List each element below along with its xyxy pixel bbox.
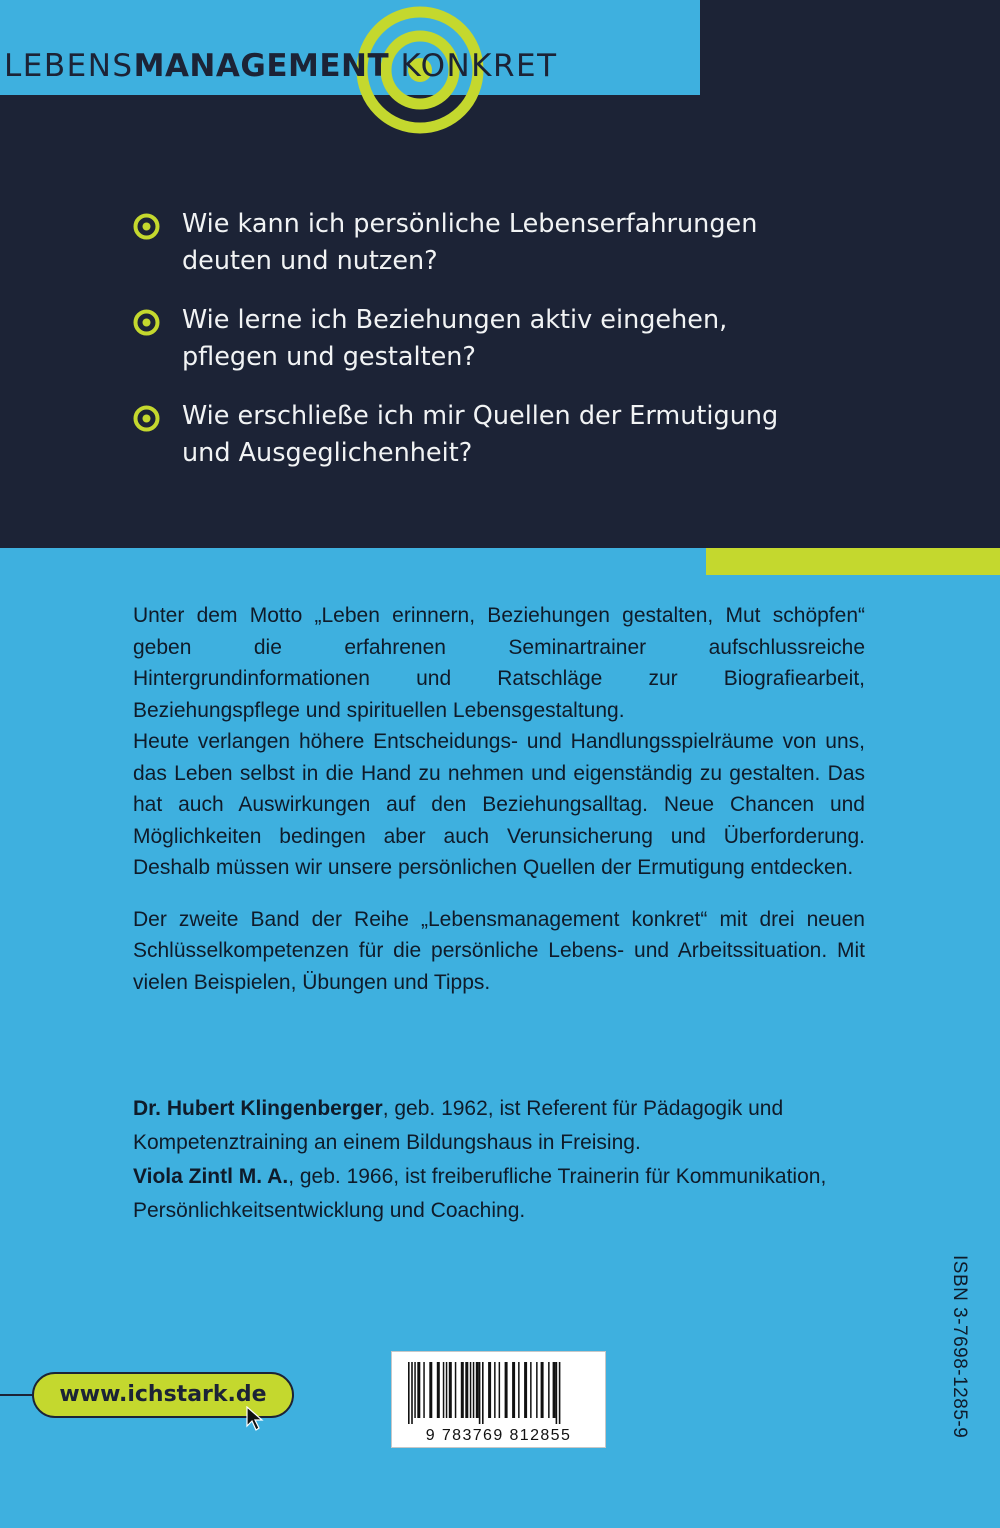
- question-list: [133, 206, 833, 494]
- barcode-bar: [499, 1362, 501, 1418]
- barcode-bar: [476, 1362, 479, 1418]
- website-connector-line: [0, 1394, 36, 1396]
- barcode-bar: [488, 1362, 491, 1418]
- question-line-2: und Ausgeglichenheit?: [182, 438, 473, 468]
- barcode-bar: [455, 1362, 457, 1418]
- question-item: [133, 206, 833, 280]
- question-line-1: Wie erschließe ich mir Quellen der Ermutigung: [182, 401, 779, 431]
- barcode-bar: [553, 1362, 556, 1418]
- author-bio: [133, 1160, 873, 1228]
- barcode-bar: [548, 1362, 550, 1418]
- barcode-bar: [512, 1362, 515, 1418]
- question-line-2: deuten und nutzen?: [182, 246, 438, 276]
- barcode: [391, 1351, 606, 1448]
- barcode-bar: [443, 1362, 445, 1418]
- author-bio: [133, 1092, 873, 1160]
- barcode-bar: [536, 1362, 538, 1418]
- barcode-bar: [449, 1362, 452, 1418]
- question-item: [133, 398, 833, 472]
- barcode-bar: [479, 1362, 481, 1424]
- barcode-bar: [518, 1362, 520, 1418]
- barcode-bars: [406, 1362, 591, 1424]
- barcode-bar: [473, 1362, 475, 1418]
- barcode-bar: [437, 1362, 440, 1418]
- lime-accent-bar: [706, 548, 1000, 575]
- barcode-bar: [461, 1362, 464, 1418]
- barcode-bar: [423, 1362, 425, 1418]
- series-title-middle: MANAGEMENT: [133, 48, 390, 84]
- barcode-bar: [417, 1362, 420, 1418]
- barcode-bar: [482, 1362, 484, 1424]
- barcode-bar: [446, 1362, 448, 1418]
- barcode-bar: [470, 1362, 472, 1418]
- question-item: [133, 302, 833, 376]
- barcode-bar: [556, 1362, 558, 1424]
- barcode-bar: [524, 1362, 527, 1418]
- author-bios: [133, 1092, 873, 1228]
- author-name: Viola Zintl M. A.: [133, 1165, 289, 1188]
- website-url: www.ichstark.de: [59, 1382, 267, 1407]
- barcode-number: 9 783769 812855: [425, 1427, 572, 1444]
- series-title: [4, 48, 558, 84]
- barcode-bar: [408, 1362, 410, 1424]
- barcode-bar: [465, 1362, 468, 1418]
- question-line-1: Wie kann ich persönliche Lebenserfahrungen: [182, 209, 758, 239]
- barcode-bar: [411, 1362, 413, 1424]
- barcode-bar: [494, 1362, 496, 1418]
- series-title-suffix: KONKRET: [389, 48, 558, 84]
- author-bio-text: , geb. 1962, ist Referent für Pädagogik und Kompetenztraining an einem Bildungshaus in Freising.: [133, 1097, 784, 1154]
- target-bullet-icon: [133, 309, 160, 336]
- book-description: [133, 600, 865, 998]
- target-bullet-icon: [133, 405, 160, 432]
- description-paragraph: Unter dem Motto „Leben erinnern, Beziehungen gestalten, Mut schöpfen“ geben die erfahrenen Seminartrainer aufschlussreiche Hintergrundinformationen und Ratschläge zur Biografiearbeit, Beziehungspflege und spirituellen Lebensgestaltung.: [133, 604, 865, 722]
- isbn-label: ISBN 3-7698-1285-9: [949, 1255, 970, 1439]
- barcode-bar: [541, 1362, 544, 1418]
- barcode-bar: [559, 1362, 561, 1424]
- barcode-bar: [429, 1362, 432, 1418]
- question-line-1: Wie lerne ich Beziehungen aktiv eingehen,: [182, 305, 728, 335]
- description-paragraph: Heute verlangen höhere Entscheidungs- und Handlungsspielräume von uns, das Leben selbst in die Hand zu nehmen und eigenständig zu gestalten. Das hat auch Auswirkungen auf den Beziehungsalltag. Neue Chancen und Möglichkeiten bedingen aber auch Verunsicherung und Überforderung. Deshalb müssen wir unsere persönlichen Quellen der Ermutigung entdecken.: [133, 730, 865, 879]
- author-bio-text: , geb. 1966, ist freiberufliche Trainerin für Kommunikation, Persönlichkeitsentwicklung und Coaching.: [133, 1165, 827, 1222]
- series-title-prefix: LEBENS: [4, 48, 134, 84]
- barcode-bar: [414, 1362, 416, 1418]
- barcode-bar: [505, 1362, 508, 1418]
- description-paragraph: Der zweite Band der Reihe „Lebensmanagement konkret“ mit drei neuen Schlüsselkompetenzen für die persönliche Lebens- und Arbeitssituation. Mit vielen Beispielen, Übungen und Tipps.: [133, 907, 865, 994]
- barcode-bar: [530, 1362, 532, 1418]
- author-name: Dr. Hubert Klingenberger: [133, 1097, 383, 1120]
- mouse-cursor-icon: [246, 1406, 264, 1432]
- question-line-2: pflegen und gestalten?: [182, 342, 476, 372]
- target-bullet-icon: [133, 213, 160, 240]
